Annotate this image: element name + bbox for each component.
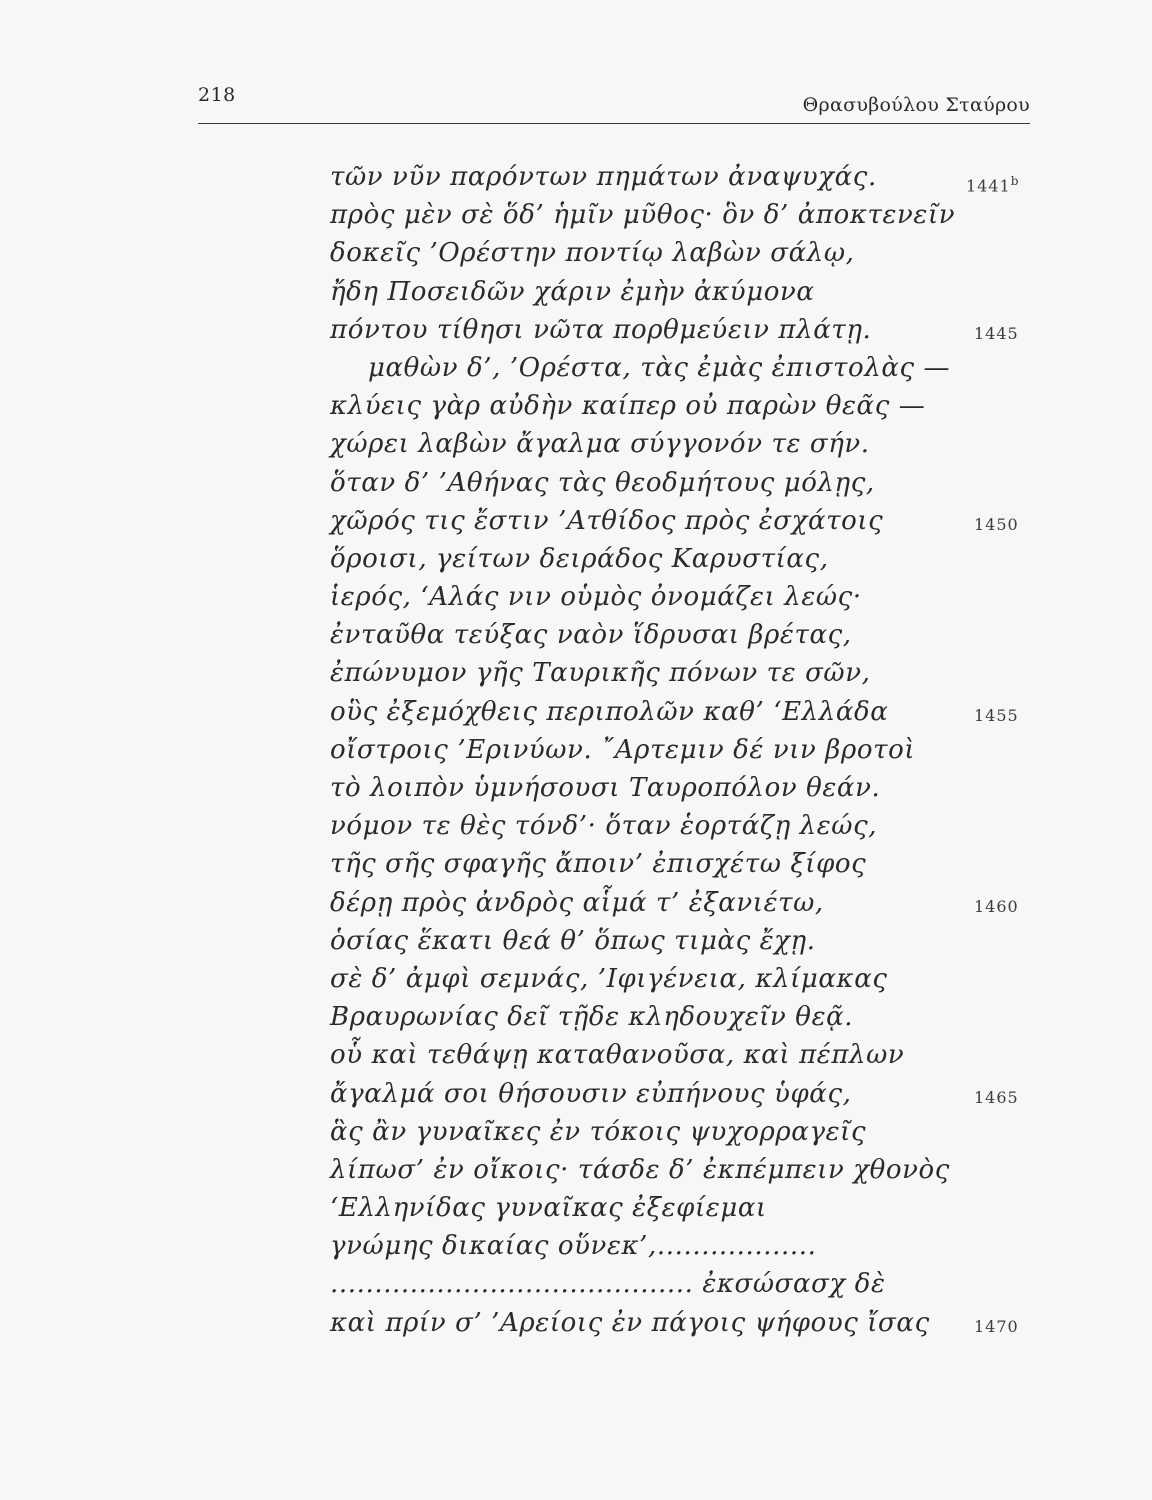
line-number: 1450 bbox=[974, 514, 1019, 534]
verse-text: πρὸς μὲν σὲ ὅδ’ ἡμῖν μῦθος· ὃν δ’ ἀποκτενεῖν bbox=[330, 200, 956, 231]
verse-line bbox=[0, 578, 1152, 616]
verse-line bbox=[0, 1113, 1152, 1151]
verse-text: ὁσίας ἕκατι θεά θ’ ὅπως τιμὰς ἔχῃ. bbox=[330, 925, 816, 956]
line-number: 1460 bbox=[974, 896, 1019, 916]
verse-line bbox=[0, 960, 1152, 998]
verse-block bbox=[0, 158, 1152, 1342]
verse-text: οἴστροις ’Ερινύων. ῎Αρτεμιν δέ νιν βροτοὶ bbox=[330, 734, 916, 765]
verse-text: ἐνταῦθα τεύξας ναὸν ἵδρυσαι βρέτας, bbox=[330, 620, 852, 651]
header-rule bbox=[198, 123, 1030, 124]
verse-text: ὅροισι, γείτων δειράδος Καρυστίας, bbox=[330, 543, 829, 574]
verse-line bbox=[0, 387, 1152, 425]
verse-text: δοκεῖς ’Ορέστην ποντίῳ λαβὼν σάλῳ, bbox=[330, 238, 855, 269]
verse-line bbox=[0, 884, 1152, 922]
running-head: Θρασυβούλου Σταύρου bbox=[802, 94, 1030, 116]
verse-line bbox=[0, 769, 1152, 807]
verse-text: ἤδη Ποσειδῶν χάριν ἐμὴν ἀκύμονα bbox=[330, 276, 815, 307]
page-header bbox=[198, 84, 1030, 120]
line-number: 1445 bbox=[974, 323, 1019, 343]
verse-line bbox=[0, 731, 1152, 769]
verse-line bbox=[0, 311, 1152, 349]
verse-line bbox=[0, 464, 1152, 502]
verse-line bbox=[0, 807, 1152, 845]
verse-text: ὅταν δ’ ’Αθήνας τὰς θεοδμήτους μόλῃς, bbox=[330, 467, 875, 498]
verse-line bbox=[0, 693, 1152, 731]
page-number: 218 bbox=[198, 84, 236, 106]
verse-line bbox=[0, 1036, 1152, 1074]
verse-text: χώρει λαβὼν ἄγαλμα σύγγονόν τε σήν. bbox=[330, 429, 870, 460]
verse-line bbox=[0, 273, 1152, 311]
verse-text: τὸ λοιπὸν ὑμνήσουσι Ταυροπόλον θεάν. bbox=[330, 773, 881, 803]
verse-line bbox=[0, 425, 1152, 463]
verse-text: οὓς ἐξεμόχθεις περιπολῶν καθ’ ‘Ελλάδα bbox=[330, 696, 889, 727]
verse-line bbox=[0, 1265, 1152, 1303]
verse-text: τῆς σῆς σφαγῆς ἄποιν’ ἐπισχέτω ξίφος bbox=[330, 849, 867, 880]
verse-text: κλύεις γὰρ αὐδὴν καίπερ οὐ παρὼν θεᾶς — bbox=[330, 391, 926, 422]
verse-text: οὗ καὶ τεθάψῃ καταθανοῦσα, καὶ πέπλων bbox=[330, 1040, 905, 1071]
verse-line bbox=[0, 196, 1152, 234]
verse-line bbox=[0, 1227, 1152, 1265]
verse-text: χῶρός τις ἔστιν ’Ατθίδος πρὸς ἐσχάτοις bbox=[330, 505, 884, 536]
verse-text: νόμον τε θὲς τόνδ’· ὅταν ἑορτάζῃ λεώς, bbox=[330, 811, 878, 842]
verse-line bbox=[0, 158, 1152, 196]
verse-text: καὶ πρίν σ’ ’Αρείοις ἐν πάγοις ψήφους ἴσας bbox=[330, 1307, 930, 1338]
verse-line bbox=[0, 1189, 1152, 1227]
verse-line bbox=[0, 998, 1152, 1036]
verse-text: Βραυρωνίας δεῖ τῇδε κληδουχεῖν θεᾷ. bbox=[330, 1002, 854, 1033]
verse-text: σὲ δ’ ἀμφὶ σεμνάς, ’Ιφιγένεια, κλίμακας bbox=[330, 963, 888, 994]
line-number: 1441$^b$ bbox=[966, 174, 1020, 196]
verse-line bbox=[0, 1075, 1152, 1113]
verse-text: λίπωσ’ ἐν οἴκοις· τάσδε δ’ ἐκπέμπειν χθονὸς bbox=[330, 1154, 950, 1185]
verse-line bbox=[0, 502, 1152, 540]
verse-text: τῶν νῦν παρόντων πημάτων ἀναψυχάς. bbox=[330, 162, 877, 192]
verse-line bbox=[0, 540, 1152, 578]
verse-text: ......................................... ἐκσώσασχ δὲ bbox=[330, 1269, 886, 1300]
verse-text: ἐπώνυμον γῆς Ταυρικῆς πόνων τε σῶν, bbox=[330, 658, 871, 689]
verse-line bbox=[0, 1151, 1152, 1189]
verse-line bbox=[0, 845, 1152, 883]
verse-text: ‘Ελληνίδας γυναῖκας ἐξεφίεμαι bbox=[330, 1193, 767, 1224]
verse-line bbox=[0, 234, 1152, 272]
verse-text: μαθὼν δ’, ’Ορέστα, τὰς ἐμὰς ἐπιστολὰς — bbox=[368, 352, 951, 383]
line-number: 1470 bbox=[974, 1316, 1019, 1336]
verse-line bbox=[0, 1304, 1152, 1342]
verse-line bbox=[0, 922, 1152, 960]
verse-text: ἱερός, ‘Αλάς νιν οὑμὸς ὀνομάζει λεώς· bbox=[330, 582, 862, 613]
verse-line bbox=[0, 616, 1152, 654]
verse-text: πόντου τίθησι νῶτα πορθμεύειν πλάτῃ. bbox=[330, 314, 872, 345]
line-number-suffix: b bbox=[1010, 174, 1020, 188]
verse-text: ἄγαλμά σοι θήσουσιν εὐπήνους ὑφάς, bbox=[330, 1078, 852, 1109]
verse-line bbox=[0, 654, 1152, 692]
verse-text: ἃς ἂν γυναῖκες ἐν τόκοις ψυχορραγεῖς bbox=[330, 1116, 867, 1147]
verse-text: γνώμης δικαίας οὕνεκ’,.................. bbox=[330, 1231, 817, 1262]
line-number: 1455 bbox=[974, 705, 1019, 725]
line-number: 1465 bbox=[974, 1087, 1019, 1107]
verse-line bbox=[0, 349, 1152, 387]
verse-text: δέρῃ πρὸς ἀνδρὸς αἷμά τ’ ἐξανιέτω, bbox=[330, 887, 824, 918]
